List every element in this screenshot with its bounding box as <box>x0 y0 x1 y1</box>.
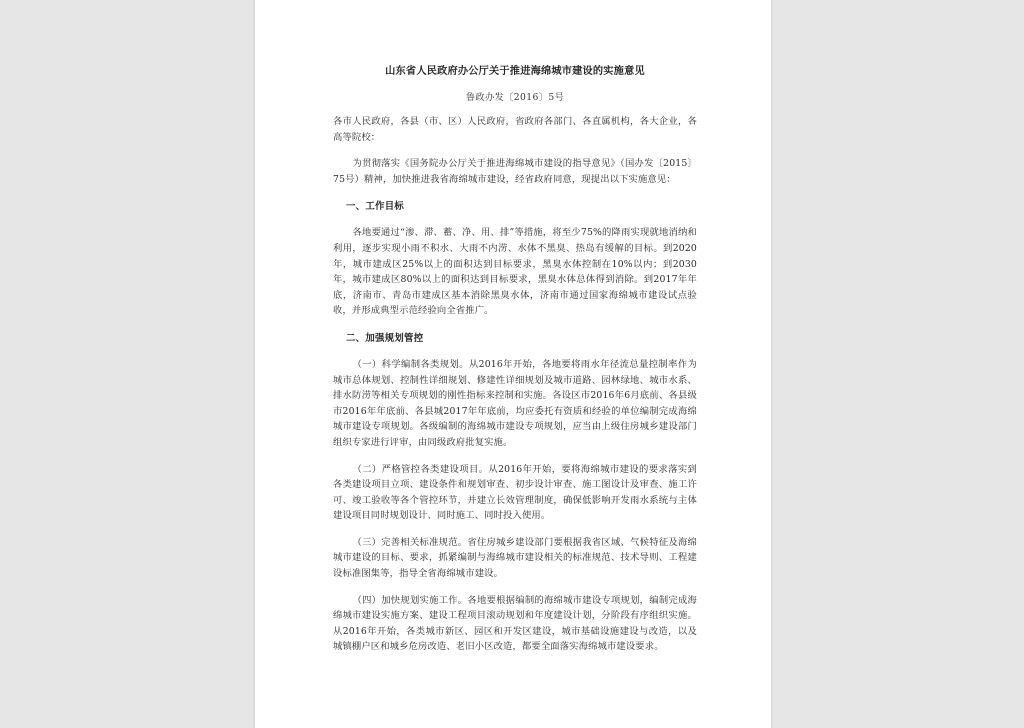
section-heading-goals: 一、工作目标 <box>346 201 405 213</box>
document-page <box>255 0 771 728</box>
salutation: 各市人民政府，各县（市、区）人民政府，省政府各部门、各直属机构，各大企业，各高等院校： <box>333 116 697 143</box>
planning-paragraph-2: （二）严格管控各类建设项目。从2016年开始，要将海绵城市建设的要求落实到各类建设项目立项、建设条件和规划审查、初步设计审查、施工图设计及审查、施工许可、竣工验收等各个管控环节，并建立长效管理制度，确保低影响开发雨水系统与主体建设项目同时规划设计、同时施工、同时投入使用。 <box>333 463 697 522</box>
document-number: 鲁政办发〔2016〕5号 <box>465 92 565 103</box>
section-goals-paragraph: 各地要通过“渗、滞、蓄、净、用、排”等措施，将至少75%的降雨实现就地消纳和利用，逐步实现小雨不积水、大雨不内涝、水体不黑臭、热岛有缓解的目标。到2020年，城市建成区25%以上的面积达到目标要求，黑臭水体控制在10%以内；到2030年，城市建成区80%以上的面积达到目标要求，黑臭水体总体得到消除。到2017年年底，济南市、青岛市建成区基本消除黑臭水体，济南市通过国家海绵城市建设试点验收，并形成典型示范经验向全省推广。 <box>333 227 697 317</box>
page-content <box>333 62 697 666</box>
planning-paragraph-1: （一）科学编制各类规划。从2016年开始，各地要将雨水年径流总量控制率作为城市总体规划、控制性详细规划、修建性详细规划及城市道路、园林绿地、城市水系、排水防涝等相关专项规划的刚性指标来控制和实施。各设区市2016年6月底前、各县级市2016年年底前、各县城2017年年底前，均应委托有资质和经验的单位编制完成海绵城市建设专项规划。各级编制的海绵城市建设专项规划，应当由上级住房城乡建设部门组织专家进行评审，由同级政府批复实施。 <box>333 358 697 448</box>
intro-paragraph: 为贯彻落实《国务院办公厅关于推进海绵城市建设的指导意见》（国办发〔2015〕75号）精神，加快推进我省海绵城市建设，经省政府同意，现提出以下实施意见： <box>333 158 697 185</box>
planning-paragraph-3: （三）完善相关标准规范。省住房城乡建设部门要根据我省区域、气候特征及海绵城市建设的目标、要求，抓紧编制与海绵城市建设相关的标准规范、技术导则、工程建设标准图集等，指导全省海绵城市建设。 <box>333 536 697 580</box>
section-heading-planning: 二、加强规划管控 <box>346 332 424 344</box>
document-title: 山东省人民政府办公厅关于推进海绵城市建设的实施意见 <box>385 66 645 77</box>
planning-paragraph-4: （四）加快规划实施工作。各地要根据编制的海绵城市建设专项规划，编制完成海绵城市建设实施方案、建设工程项目滚动规划和年度建设计划，分阶段有序组织实施。从2016年开始，各类城市新区、园区和开发区建设，城市基础设施建设与改造，以及城镇棚户区和城乡危房改造、老旧小区改造，都要全面落实海绵城市建设要求。 <box>333 594 697 653</box>
